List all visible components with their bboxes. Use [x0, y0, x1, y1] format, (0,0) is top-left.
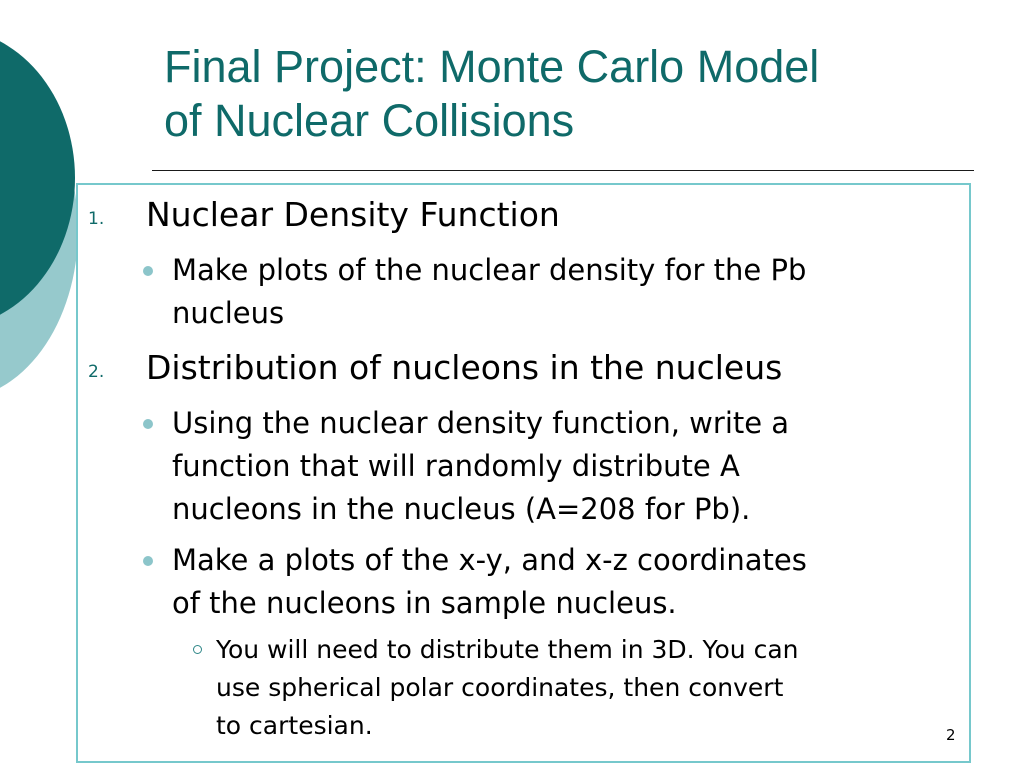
item-2-sub-bullet: [216, 631, 966, 745]
sub-bullet-ring-icon: [193, 645, 202, 654]
item-2-bullet-1-line-3: nucleons in the nucleus (A=208 for Pb).: [172, 492, 751, 526]
item-2-number: 2.: [88, 362, 105, 382]
slide-title-line-1: Final Project: Monte Carlo Model: [164, 41, 820, 92]
item-2-bullet-2-line-2: of the nucleons in sample nucleus.: [172, 586, 677, 620]
item-1-bullet-1: [172, 249, 962, 335]
item-2-sub-bullet-line-1: You will need to distribute them in 3D. You can: [216, 635, 799, 664]
slide-title: [164, 40, 984, 148]
page-number: 2: [946, 726, 956, 744]
item-2-bullet-1: [172, 402, 962, 531]
bullet-dot-icon: [143, 266, 153, 276]
item-2-sub-bullet-line-3: to cartesian.: [216, 711, 373, 740]
item-2-bullet-2: [172, 539, 962, 625]
item-2-sub-bullet-line-2: use spherical polar coordinates, then convert: [216, 673, 784, 702]
slide-title-line-2: of Nuclear Collisions: [164, 95, 575, 146]
item-1-bullet-1-line-2: nucleus: [172, 296, 285, 330]
item-1-heading: Nuclear Density Function: [146, 195, 560, 234]
item-2-bullet-1-line-2: function that will randomly distribute A: [172, 449, 740, 483]
item-2-heading: Distribution of nucleons in the nucleus: [146, 348, 783, 387]
title-divider: [152, 170, 974, 171]
item-2-bullet-1-line-1: Using the nuclear density function, write a: [172, 406, 790, 440]
item-1-number: 1.: [88, 209, 105, 229]
bullet-dot-icon: [143, 556, 153, 566]
item-1-bullet-1-line-1: Make plots of the nuclear density for the Pb: [172, 253, 807, 287]
bullet-dot-icon: [143, 419, 153, 429]
item-2-bullet-2-line-1: Make a plots of the x-y, and x-z coordinates: [172, 543, 807, 577]
